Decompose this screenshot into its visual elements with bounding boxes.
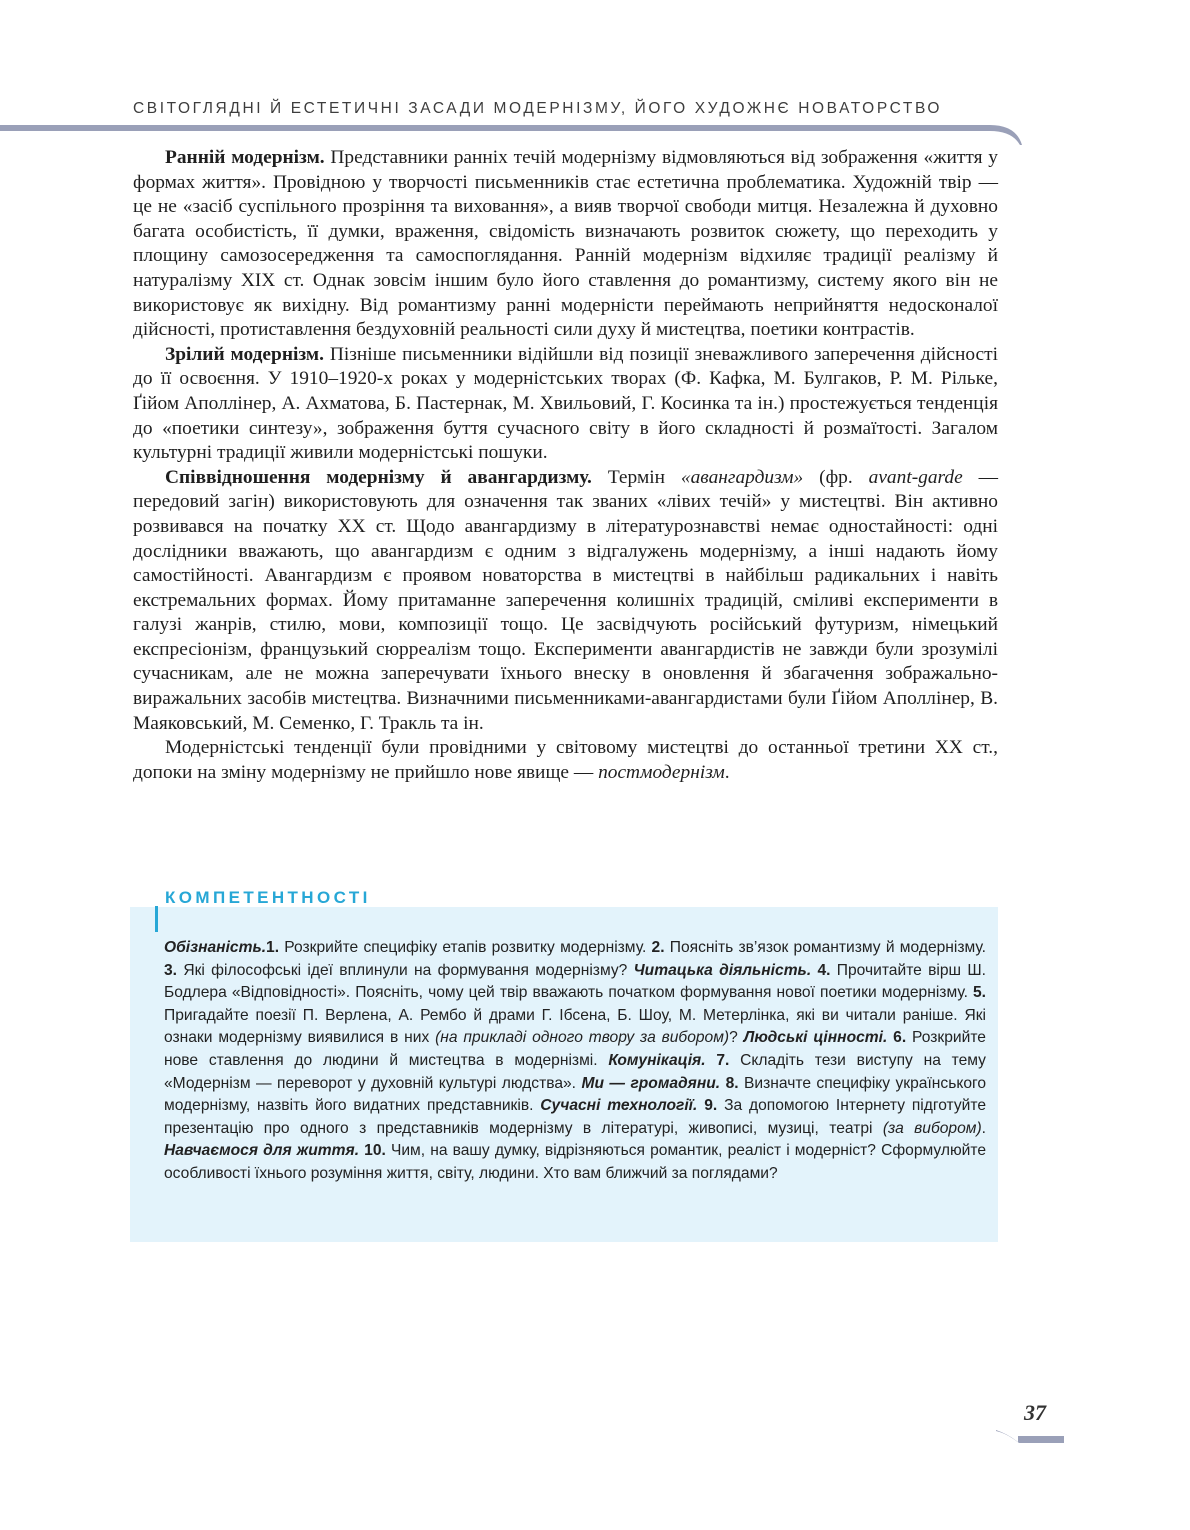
page-number: 37: [1024, 1400, 1046, 1425]
paragraph-closing: Модерністські тенденції були провідними у світовому мистецтві до останньої третини XX ст., допоки на зміну модернізму не прийшло нове явище — постмодернізм.: [133, 737, 998, 783]
competencies-accent-bar: [155, 906, 158, 932]
label-life: Навчаємося для життя.: [164, 1142, 360, 1160]
paragraph-mature-modernism: Зрілий модернізм. Пізніше письменники відійшли від позиції зневажливого заперечення дійсності до її освоєння. У 1910–1920-х роках у модерністських творах (Ф. Кафка, М. Булгаков, Р. М. Рільке, Ґійом Аполлінер, А. Ахматова, Б. Пастернак, М. Хвильовий, Г. Косинка та ін.) простежується тенденція до «поетики синтезу», зображення буття сучасного світу в його складності й розмаїтості. Загалом культурні традиції живили модерністські пошуки.: [133, 343, 998, 464]
label-reading: Читацька діяльність.: [633, 961, 812, 979]
label-technologies: Сучасні технології.: [540, 1097, 698, 1115]
heading-mature-modernism: Зрілий модернізм.: [165, 343, 324, 365]
competencies-title: КОМПЕТЕНТНОСТІ: [165, 888, 371, 907]
paragraph-early-modernism: Ранній модернізм. Представники ранніх течій модернізму відмовляються від зображення «життя у формах життя». Провідною у творчості письменників стає естетична проблематика. Художній твір — це не «засіб суспільного прозріння та виховання», а вияв творчої свободи митця. Незалежна й духовно багата особистість, її думки, враження, свідомість визначають розвиток сюжету, що переходить у площину самозосередження та самоспоглядання. Ранній модернізм відхиляє традиції реалізму й натуралізму XIX ст. Однак зовсім іншим було його ставлення до романтизму, систему якого він не використовує як вихідну. Від романтизму ранні модерністи переймають неприйняття недосконалої дійсності, протиставлення бездуховній реальності сили духу й мистецтва, поетики контрастів.: [133, 147, 998, 341]
label-values: Людські цінності.: [743, 1029, 888, 1047]
running-header: СВІТОГЛЯДНІ Й ЕСТЕТИЧНІ ЗАСАДИ МОДЕРНІЗМУ, ЙОГО ХУДОЖНЄ НОВАТОРСТВО: [133, 100, 943, 117]
header-rule: [0, 118, 1190, 148]
paragraph-avantgarde: Співвідношення модернізму й авангардизму. Термін «авангардизм» (фр. avant-garde — передовий загін) використовують для означення так званих «лівих течій» у мистецтві. Він активно розвивався на початку XX ст. Щодо авангардизму в літературознавстві немає одностайності: одні дослідники вважають, що авангардизм є одним з відгалужень модернізму, а інші надають йому самостійності. Авангардизм є проявом новаторства в мистецтві в найбільш радикальних і навіть екстремальних формах. Йому притаманне заперечення колишніх традицій, сміливі експерименти в галузі жанрів, стилю, мови, композиції тощо. Це засвідчують російський футуризм, німецький експресіонізм, французький сюрреалізм тощо. Експерименти авангардистів не завжди були зрозумілі сучасникам, але не можна заперечувати їхнього внеску в оновлення й збагачення зображально-виражальних засобів мистецтва. Визначними письменниками-авангардистами були Ґійом Аполлінер, В. Маяковський, М. Семенко, Г. Тракль та ін.: [133, 466, 998, 734]
footer-ornament: [996, 1430, 1066, 1450]
label-citizens: Ми — громадяни.: [581, 1074, 721, 1092]
main-text: [133, 146, 998, 785]
heading-early-modernism: Ранній модернізм.: [165, 147, 325, 168]
label-communication: Комунікація.: [608, 1051, 706, 1069]
label-awareness: Обізнаність.: [164, 939, 267, 956]
competencies-text: Обізнаність.1. Розкрийте специфіку етапів розвитку модернізму. 2. Поясніть зв’язок романтизму й модернізму. 3. Які філософські ідеї вплинули на формування модернізму? Читацька діяльність. 4. Прочитайте вірш Ш. Бодлера «Відповідності». Поясніть, чому цей твір вважають початком формування нової поетики модернізму. 5. Пригадайте поезії П. Верлена, А. Рембо й драми Г. Ібсена, Б. Шоу, М. Метерлінка, які ви читали раніше. Які ознаки модернізму виявилися в них (на прикладі одного твору за вибором)? Людські цінності. 6. Розкрийте нове ставлення до людини й мистецтва в модернізмі. Комунікація. 7. Складіть тези виступу на тему «Модернізм — переворот у духовній культурі людства». Ми — громадяни. 8. Визначте специфіку українського модернізму, назвіть його видатних представників. Сучасні технології. 9. За допомогою Інтернету підготуйте презентацію про одного з представників модернізму в літературі, живописі, музиці, театрі (за вибором). Навчаємося для життя. 10. Чим, на вашу думку, відрізняються романтик, реаліст і модерніст? Сформулюйте особливості їхнього розуміння життя, світу, людини. Хто вам ближчий за поглядами?: [164, 939, 987, 1182]
heading-avantgarde: Співвідношення модернізму й авангардизму.: [165, 466, 592, 488]
competencies-box: [130, 907, 998, 1242]
